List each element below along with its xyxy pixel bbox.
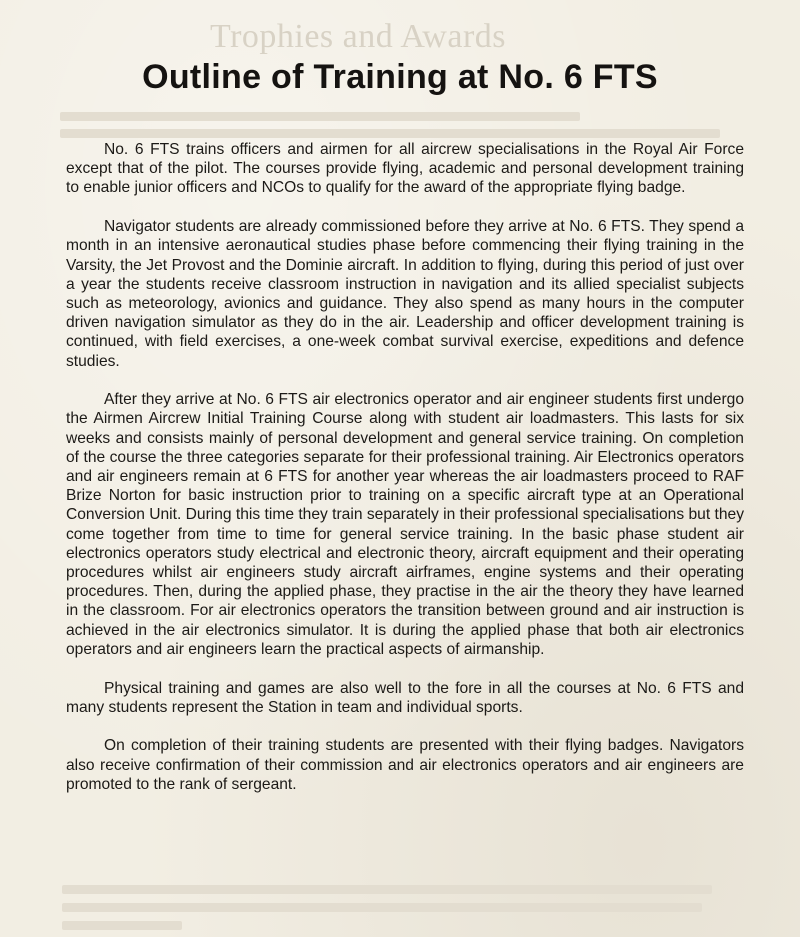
paragraph-overview: No. 6 FTS trains officers and airmen for all aircrew specialisations in the Royal Air Force except that of the pilot. The courses provide flying, academic and personal development training to enable junior officers and NCOs to qualify for the award of the appropriate flying badge.: [66, 141, 744, 197]
reverse-side-show-through-line: [60, 112, 580, 121]
document-body: [66, 140, 744, 814]
paragraph-air-electronics-and-engineers: After they arrive at No. 6 FTS air electronics operator and air engineer students first undergo the Airmen Aircrew Initial Training Course along with student air loadmasters. This lasts for six weeks and consists mainly of personal development and general service training. On completion of the course the three categories separate for their professional training. Air Electronics operators and air engineers remain at 6 FTS for another year whereas the air loadmasters proceed to RAF Brize Norton for basic instruction prior to training on a specific aircraft type at an Operational Conversion Unit. During this time they train separately in their professional specialisations but they come together from time to time for general service training. In the basic phase student air electronics operators study electrical and electronic theory, aircraft equipment and their operating procedures whilst air engineers study aircraft airframes, engine systems and their operating procedures. Then, during the applied phase, they practise in the air the theory they have learned in the classroom. For air electronics operators the transition between ground and air instruction is achieved in the air electronics simulator. It is during the applied phase that both air electronics operators and air engineers learn the practical aspects of airmanship.: [66, 391, 744, 658]
paragraph-physical-training: Physical training and games are also well to the fore in all the courses at No. 6 FTS and many students represent the Station in team and individual sports.: [66, 679, 744, 716]
reverse-side-show-through-line: [62, 903, 702, 912]
reverse-side-show-through-heading: Trophies and Awards: [210, 18, 507, 55]
reverse-side-show-through-line: [62, 885, 712, 894]
reverse-side-show-through-line: [60, 129, 720, 138]
paragraph-navigator-students: Navigator students are already commissioned before they arrive at No. 6 FTS. They spend a month in an intensive aeronautical studies phase before commencing their flying training in the Varsity, the Jet Provost and the Dominie aircraft. In addition to flying, during this period of just over a year the students receive classroom instruction in navigation and its allied specialist subjects such as meteorology, avionics and guidance. They also spend as many hours in the computer driven navigation simulator as they do in the air. Leadership and officer development training is continued, with field exercises, a one-week combat survival exercise, expeditions and defence studies.: [66, 218, 744, 370]
paragraph-completion: On completion of their training students are presented with their flying badges. Navigators also receive confirmation of their commission and air electronics operators and air engineers are promoted to the rank of sergeant.: [66, 737, 744, 793]
page-title: Outline of Training at No. 6 FTS: [142, 58, 658, 96]
reverse-side-show-through-line: [62, 921, 182, 930]
